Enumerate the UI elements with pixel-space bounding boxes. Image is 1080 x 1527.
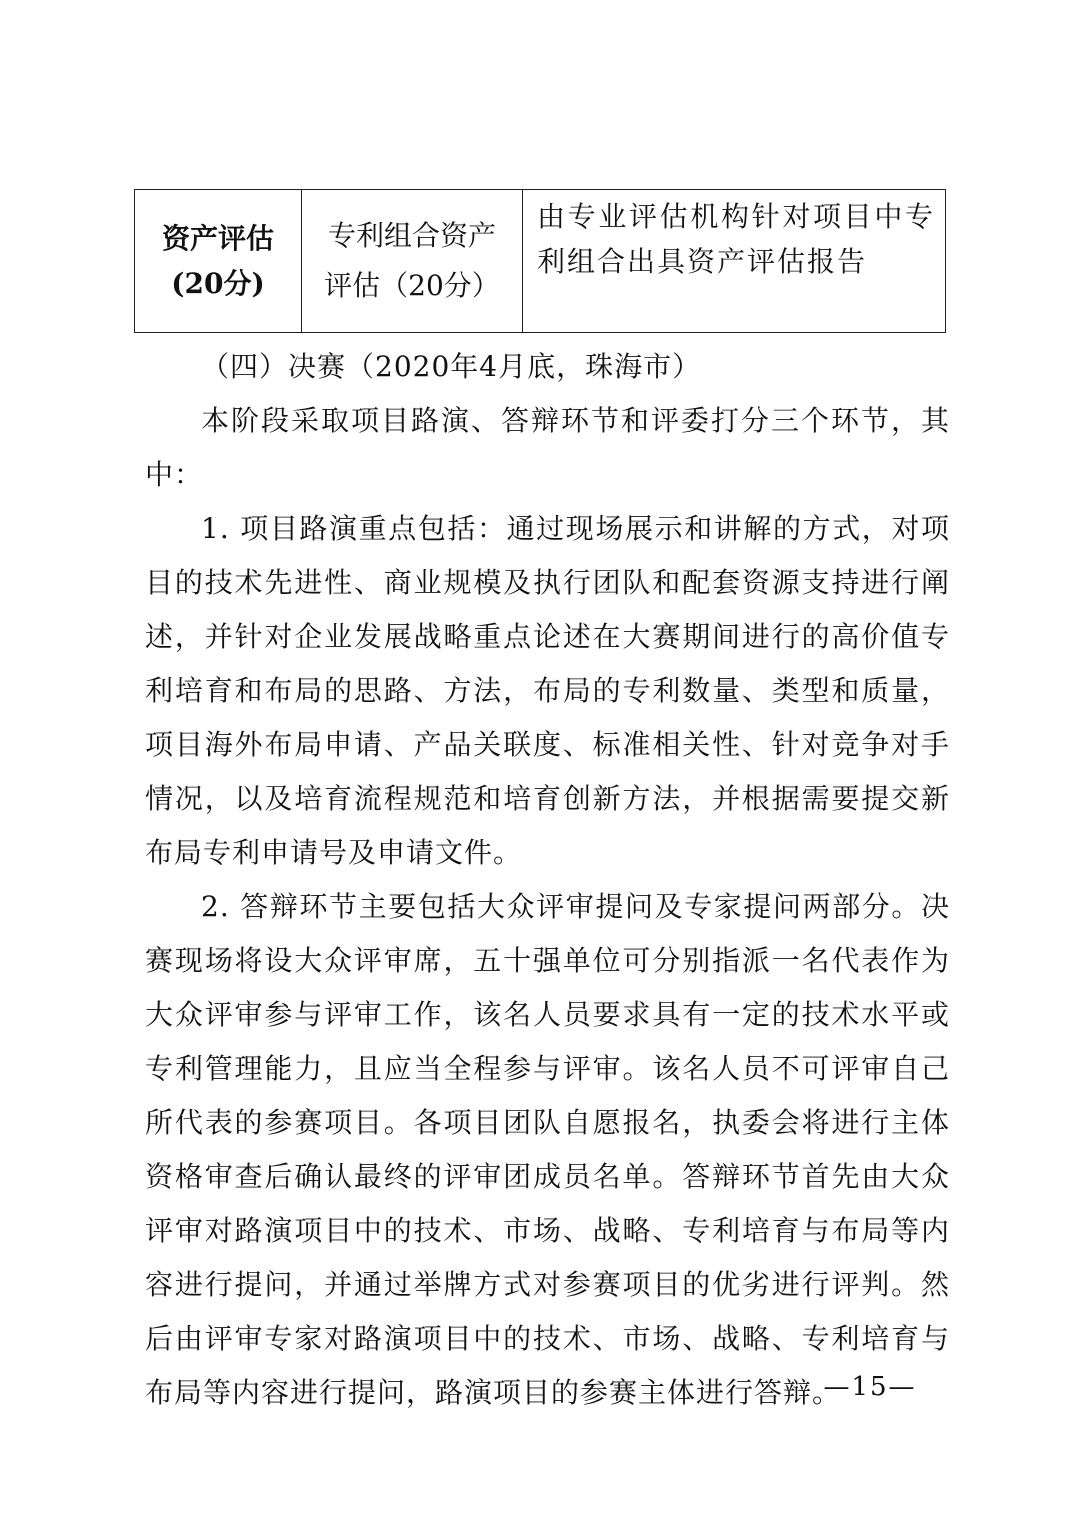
table-row xyxy=(135,190,946,333)
paragraph-1: 1. 项目路演重点包括：通过现场展示和讲解的方式，对项目的技术先进性、商业规模及执行团队和配套资源支持进行阐述，并针对企业发展战略重点论述在大赛期间进行的高价值专利培育和布局的思路、方法，布局的专利数量、类型和质量，项目海外布局申请、产品关联度、标准相关性、针对竞争对手情况，以及培育流程规范和培育创新方法，并根据需要提交新布局专利申请号及申请文件。 xyxy=(145,512,950,869)
item-cell xyxy=(302,190,523,333)
section-heading: （四）决赛（2020年4月底，珠海市） xyxy=(201,350,702,383)
paragraph-2: 2. 答辩环节主要包括大众评审提问及专家提问两部分。决赛现场将设大众评审席，五十强单位可分别指派一名代表作为大众评审参与评审工作，该名人员要求具有一定的技术水平或专利管理能力，且应当全程参与评审。该名人员不可评审自己所代表的参赛项目。各项目团队自愿报名，执委会将进行主体资格审查后确认最终的评审团成员名单。答辩环节首先由大众评审对路演项目中的技术、市场、战略、专利培育与布局等内容进行提问，并通过举牌方式对参赛项目的优劣进行评判。然后由评审专家对路演项目中的技术、市场、战略、专利培育与布局等内容进行提问，路演项目的参赛主体进行答辩。 xyxy=(145,890,950,1409)
item-line-2: 评估（20分） xyxy=(324,269,500,302)
category-title: 资产评估 xyxy=(161,222,274,255)
category-score: (20分) xyxy=(171,267,265,300)
description-cell: 由专业评估机构针对项目中专利组合出具资产评估报告 xyxy=(523,190,946,333)
category-cell xyxy=(135,190,302,333)
item-line-1: 专利组合资产 xyxy=(327,219,496,252)
scoring-table xyxy=(134,189,946,333)
section-intro: 本阶段采取项目路演、答辩环节和评委打分三个环节，其中： xyxy=(145,404,950,491)
page-number: —15— xyxy=(823,1372,917,1402)
body-text xyxy=(145,340,950,1420)
